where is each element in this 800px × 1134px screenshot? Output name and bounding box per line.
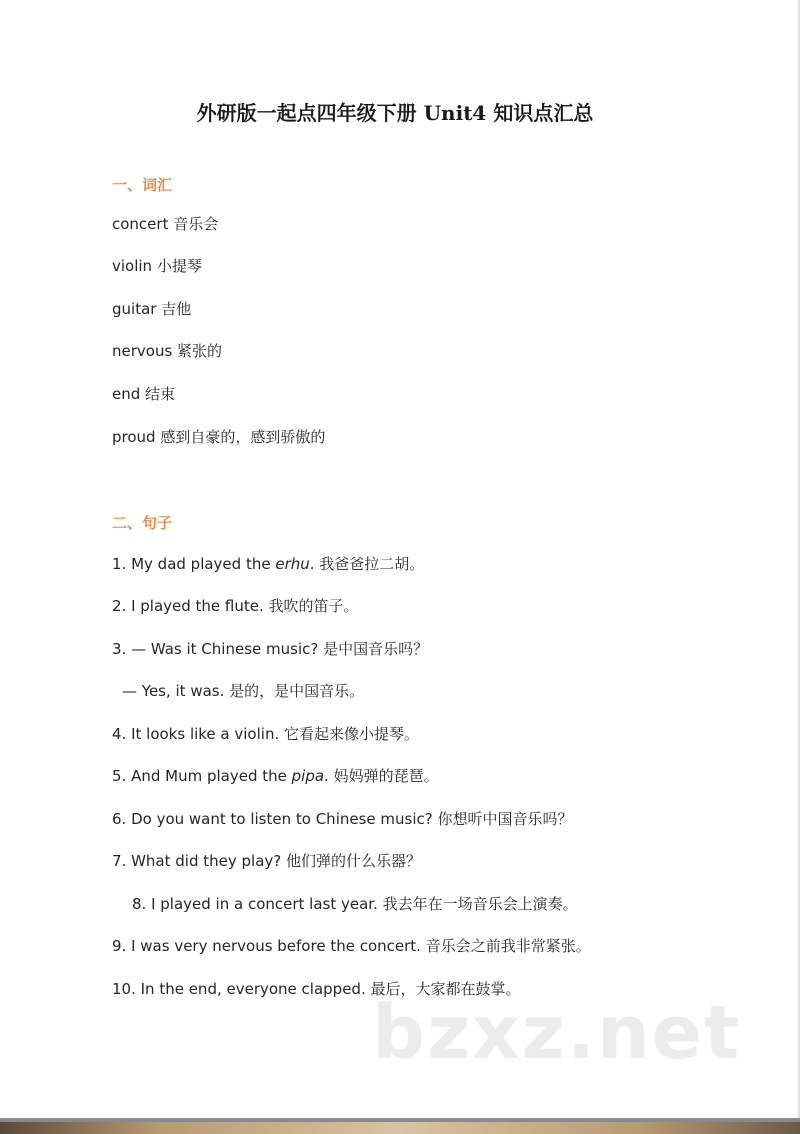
sentence-item: 10. In the end, everyone clapped. 最后，大家都在鼓掌。 [112, 980, 521, 998]
sentence-item: 7. What did they play? 他们弹的什么乐器？ [112, 852, 421, 870]
document-title: 外研版一起点四年级下册 Unit4 知识点汇总 [196, 101, 594, 125]
vocab-item: guitar 吉他 [112, 300, 192, 318]
sentence-text: 1. My dad played the [112, 555, 276, 573]
vocab-item: violin 小提琴 [112, 257, 202, 275]
vocab-item: concert 音乐会 [112, 215, 219, 233]
vocab-item: end 结束 [112, 385, 176, 403]
vocab-item: proud 感到自豪的，感到骄傲的 [112, 428, 326, 446]
sentence-translation: . 我爸爸拉二胡。 [309, 555, 425, 573]
sentence-item: 6. Do you want to listen to Chinese music? 你想听中国音乐吗？ [112, 810, 573, 828]
instrument-name: erhu [275, 555, 310, 573]
sentence-item: 9. I was very nervous before the concert. 音乐会之前我非常紧张。 [112, 937, 591, 955]
sentence-item: 3. — Was it Chinese music? 是中国音乐吗？ [112, 640, 429, 658]
sentence-text: 5. And Mum played the [112, 767, 292, 785]
sentence-item [112, 766, 439, 786]
sentence-item: 4. It looks like a violin. 它看起来像小提琴。 [112, 725, 419, 743]
sentence-item: 8. I played in a concert last year. 我去年在一场音乐会上演奏。 [132, 895, 578, 913]
instrument-name: pipa [291, 767, 325, 785]
section-heading-vocabulary: 一、词汇 [112, 176, 173, 194]
sentence-answer: — Yes, it was. 是的，是中国音乐。 [122, 682, 365, 700]
site-watermark: bzxz.net [372, 990, 742, 1076]
section-heading-sentences: 二、句子 [112, 514, 173, 532]
sentence-item: 2. I played the flute. 我吹的笛子。 [112, 597, 359, 615]
sentence-item [112, 554, 424, 574]
sentence-translation: . 妈妈弹的琵琶。 [324, 767, 439, 785]
background-strip [0, 1122, 800, 1134]
vocab-item: nervous 紧张的 [112, 342, 223, 360]
